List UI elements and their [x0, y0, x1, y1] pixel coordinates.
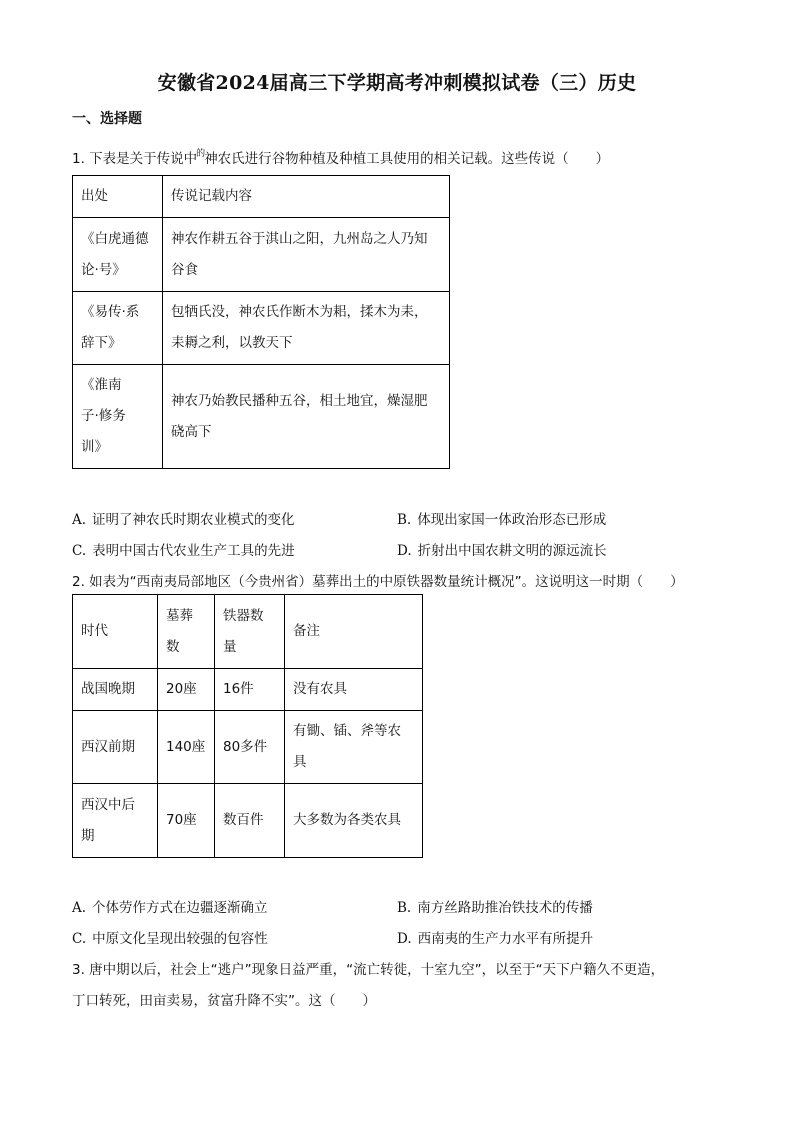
cell-line: 包牺氏没，神农氏作断木为耜，揉木为耒， [171, 304, 428, 320]
q2-header-iron [215, 595, 285, 669]
q2-row1-iron: 16件 [215, 669, 285, 711]
cell-line: 墓葬 [166, 607, 193, 624]
q2-row3-iron: 数百件 [215, 784, 285, 858]
option-text: 体现出家国一体政治形态已形成 [417, 512, 607, 528]
table-row [73, 784, 423, 858]
option-text: 西南夷的生产力水平有所提升 [417, 931, 594, 947]
option-label: D. [397, 543, 412, 559]
q1-row3-source [73, 365, 163, 469]
cell-line: 《淮南 [81, 377, 122, 393]
q2-header-tombs [158, 595, 215, 669]
table-row [73, 711, 423, 784]
option-label: A. [72, 512, 87, 528]
q1-stem-ruby: 的 [196, 149, 206, 159]
table-row [73, 218, 450, 292]
q1-header-content: 传说记载内容 [163, 176, 450, 218]
cell-line: 《白虎通德 [81, 230, 149, 247]
q2-option-d[interactable] [397, 927, 593, 947]
cell-line: 训》 [81, 439, 108, 455]
cell-line: 耒耨之利，以教天下 [171, 335, 293, 351]
q2-row1-tombs: 20座 [158, 669, 215, 711]
q1-option-d[interactable] [397, 539, 607, 559]
q2-row2-era [73, 711, 158, 784]
table-row [73, 292, 450, 365]
option-label: D. [397, 931, 412, 947]
q2-header-note [285, 595, 423, 669]
option-label: B. [397, 512, 412, 528]
cell-line: 有锄、锸、斧等农 [293, 723, 401, 739]
cell-line: 神农作耕五谷于淇山之阳，九州岛之人乃知 [171, 230, 428, 247]
cell-line: 铁器数 [223, 607, 264, 624]
option-label: C. [72, 931, 87, 947]
option-text: 表明中国古代农业生产工具的先进 [92, 543, 295, 559]
q1-stem-before: 1. 下表是关于传说中 [72, 151, 198, 167]
q2-row3-era [73, 784, 158, 858]
q1-row2-source [73, 292, 163, 365]
cell-line: 时代 [81, 623, 108, 639]
cell-line: 子·修务 [81, 408, 126, 424]
cell-line: 没有农具 [293, 681, 347, 697]
q1-stem [72, 147, 609, 167]
section-heading: 一、选择题 [72, 111, 142, 127]
cell-line: 西汉中后 [81, 796, 135, 813]
q1-row1-source [73, 218, 163, 292]
option-text: 证明了神农氏时期农业模式的变化 [92, 512, 295, 528]
q1-table-header [73, 176, 450, 218]
q1-option-c[interactable] [72, 539, 295, 559]
option-text: 个体劳作方式在边疆逐渐确立 [92, 900, 268, 916]
q2-header-era [73, 595, 158, 669]
q2-row2-note [285, 711, 423, 784]
q1-row3-content [163, 365, 450, 469]
q1-option-a[interactable] [72, 508, 295, 528]
cell-line: 量 [223, 638, 237, 655]
q3-stem-line2: 丁口转死，田亩卖易，贫富升降不实”。这（ ） [72, 993, 376, 1009]
q2-row3-note [285, 784, 423, 858]
q2-stem: 2. 如表为“西南夷局部地区（今贵州省）墓葬出土的中原铁器数量统计概况”。这说明这一时期（ ） [72, 574, 684, 590]
option-text: 折射出中国农耕文明的源远流长 [417, 543, 607, 559]
q1-table [72, 175, 450, 469]
table-row [73, 669, 423, 711]
q2-row1-era [73, 669, 158, 711]
option-text: 中原文化呈现出较强的包容性 [92, 931, 268, 947]
cell-line: 神农乃始教民播种五谷，相土地宜，燥湿肥 [171, 392, 428, 409]
cell-line: 西汉前期 [81, 738, 135, 755]
q2-row2-iron: 80多件 [215, 711, 285, 784]
option-label: A. [72, 900, 87, 916]
q1-row2-content [163, 292, 450, 365]
cell-line: 期 [81, 827, 95, 844]
q2-row1-note [285, 669, 423, 711]
q2-option-c[interactable] [72, 927, 268, 947]
cell-line: 辞下》 [81, 335, 122, 351]
cell-line: 谷食 [171, 261, 198, 278]
option-label: C. [72, 543, 87, 559]
cell-line: 备注 [293, 623, 320, 639]
option-text: 南方丝路助推冶铁技术的传播 [417, 900, 593, 916]
q2-table-header [73, 595, 423, 669]
q2-option-a[interactable] [72, 896, 268, 916]
q2-table [72, 594, 423, 858]
q3-stem-line1: 3. 唐中期以后，社会上“逃户”现象日益严重，“流亡转徙，十室九空”，以至于“天下户籍久不更造， [72, 962, 665, 978]
page-title: 安徽省2024届高三下学期高考冲刺模拟试卷（三）历史 [157, 72, 637, 94]
table-row [73, 365, 450, 469]
q2-row3-tombs: 70座 [158, 784, 215, 858]
q2-option-b[interactable] [397, 896, 593, 916]
cell-line: 大多数为各类农具 [293, 812, 401, 828]
cell-line: 《易传·系 [81, 304, 140, 320]
cell-line: 战国晚期 [81, 681, 135, 697]
q1-option-b[interactable] [397, 508, 606, 528]
option-label: B. [397, 900, 412, 916]
cell-line: 论·号》 [81, 261, 126, 278]
q2-row2-tombs: 140座 [158, 711, 215, 784]
q1-stem-after: 神农氏进行谷物种植及种植工具使用的相关记载。这些传说（ ） [204, 151, 610, 167]
q1-header-source: 出处 [73, 176, 163, 218]
cell-line: 具 [293, 754, 307, 770]
cell-line: 数 [166, 638, 180, 655]
q1-row1-content [163, 218, 450, 292]
cell-line: 硗高下 [171, 423, 212, 440]
